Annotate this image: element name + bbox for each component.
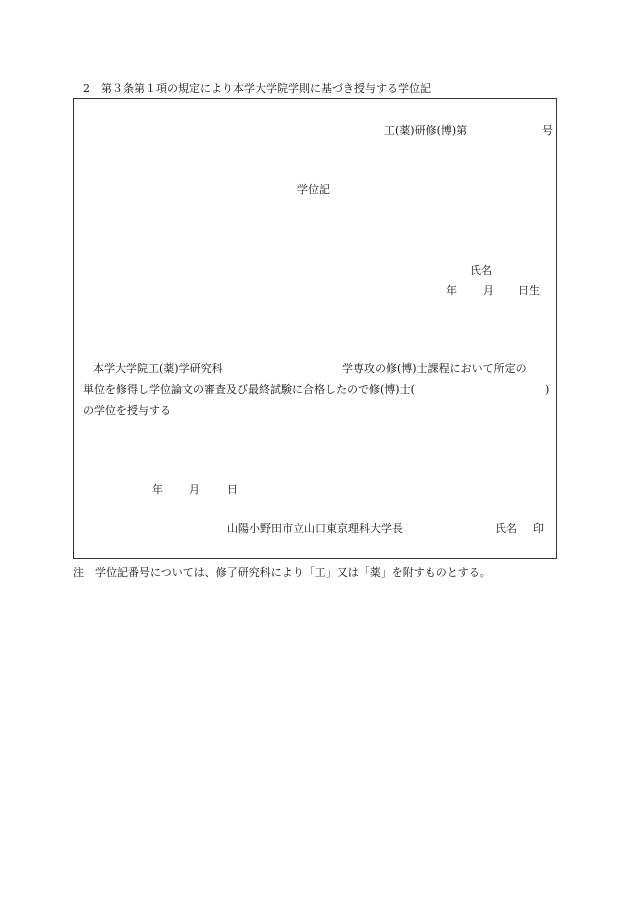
signer-name-label: 氏名 <box>495 522 517 535</box>
issue-date-month-label: 月 <box>189 483 200 496</box>
dob-day-label: 日生 <box>518 284 540 297</box>
issue-date-year-label: 年 <box>152 483 163 496</box>
certificate-title: 学位記 <box>297 183 330 196</box>
section-heading: 2 第３条第１項の規定により本学大学院学則に基づき授与する学位記 <box>83 82 431 95</box>
certificate-number-suffix: 号 <box>542 124 553 137</box>
body-line1-part-b: 学専攻の修(博)士課程において所定の <box>342 362 527 375</box>
body-line2: 単位を修得し学位論文の審査及び最終試験に合格したので修(博)士( <box>83 383 415 396</box>
certificate-form-box <box>73 98 557 559</box>
body-line2-closing-paren: ) <box>545 383 550 396</box>
body-line1-part-a: 本学大学院工(薬)学研究科 <box>93 362 223 375</box>
recipient-name-label: 氏名 <box>470 264 492 277</box>
signer-organization: 山陽小野田市立山口東京理科大学長 <box>227 522 403 535</box>
issue-date-day-label: 日 <box>227 483 238 496</box>
footnote: 注 学位記番号については、修了研究科により「工」又は「薬」を附すものとする。 <box>73 566 491 579</box>
seal-label: 印 <box>533 522 544 535</box>
dob-year-label: 年 <box>446 284 457 297</box>
certificate-number-prefix: 工(薬)研修(博)第 <box>384 124 468 137</box>
dob-month-label: 月 <box>483 284 494 297</box>
body-line3: の学位を授与する <box>83 404 171 417</box>
